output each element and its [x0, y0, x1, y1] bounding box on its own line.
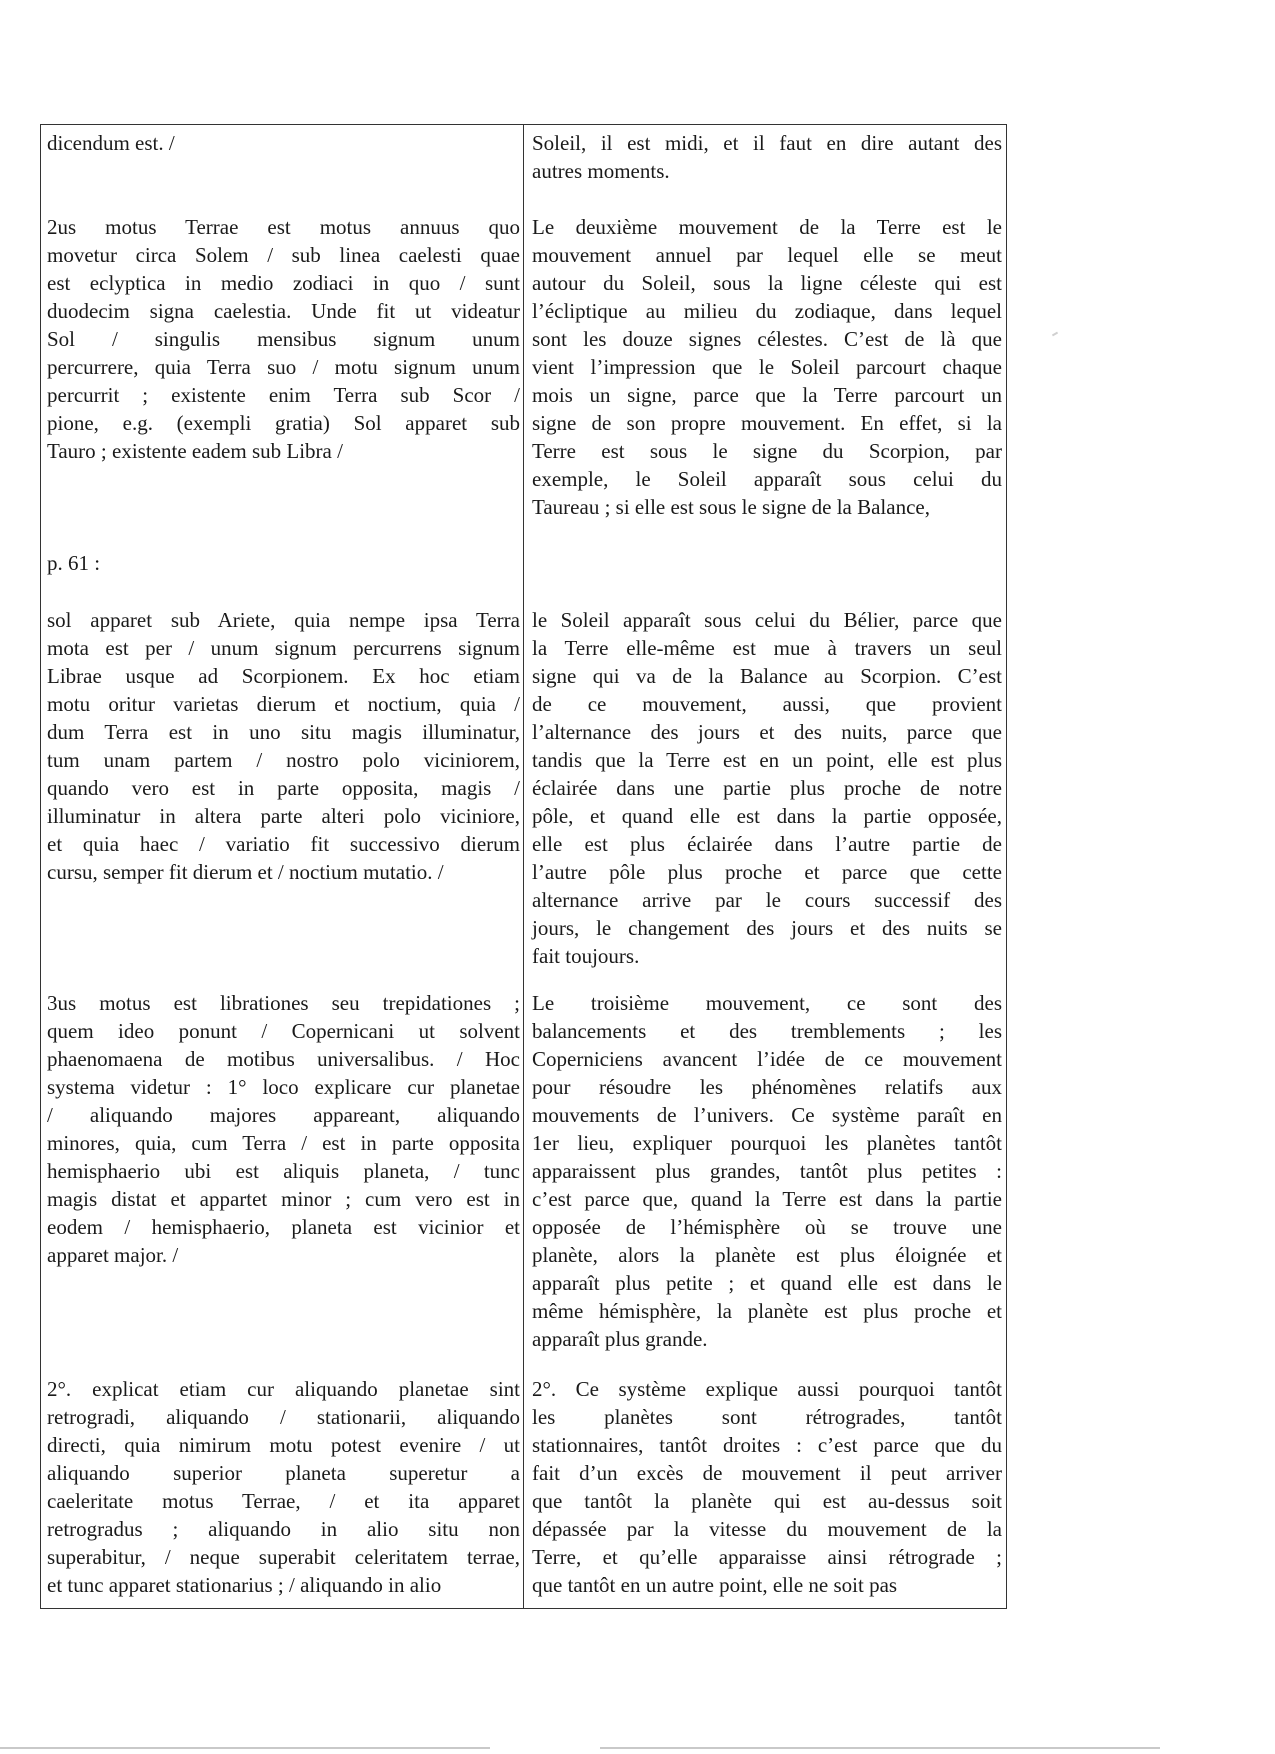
french-text-line: l’autre pôle plus proche et parce que cette	[532, 860, 1002, 884]
french-text-line: la Terre elle-même est mue à travers un seul	[532, 636, 1002, 660]
latin-text-line: percurrit ; existente enim Terra sub Scor /	[47, 383, 520, 407]
latin-text-line: 2°. explicat etiam cur aliquando planetae sint	[47, 1377, 520, 1401]
latin-text-line: Tauro ; existente eadem sub Libra /	[47, 439, 343, 463]
latin-cell	[47, 1375, 520, 1599]
scan-artifact-line	[0, 1747, 490, 1749]
french-cell	[532, 213, 1002, 521]
french-text-line: éclairée dans une partie plus proche de notre	[532, 776, 1002, 800]
french-text-line: tandis que la Terre est en un point, elle est plus	[532, 748, 1002, 772]
latin-text-line: et quia haec / variatio fit successivo dierum	[47, 832, 520, 856]
latin-text-line: quando vero est in parte opposita, magis /	[47, 776, 520, 800]
french-text-line: Le deuxième mouvement de la Terre est le	[532, 215, 1002, 239]
french-text-line: pôle, et quand elle est dans la partie opposée,	[532, 804, 1002, 828]
latin-text-line: magis distat et appartet minor ; cum vero est in	[47, 1187, 520, 1211]
latin-text-line: hemisphaerio ubi est aliquis planeta, / tunc	[47, 1159, 520, 1183]
latin-text-line: / aliquando majores appareant, aliquando	[47, 1103, 520, 1127]
french-cell	[532, 989, 1002, 1353]
scan-speck	[1052, 332, 1058, 337]
french-text-line: 1er lieu, expliquer pourquoi les planètes tantôt	[532, 1131, 1002, 1155]
french-text-line: l’écliptique au milieu du zodiaque, dans lequel	[532, 299, 1002, 323]
latin-text-line: tum unam partem / nostro polo viciniorem,	[47, 748, 520, 772]
latin-text-line: dum Terra est in uno situ magis illuminatur,	[47, 720, 520, 744]
french-text-line: mouvements de l’univers. Ce système paraît en	[532, 1103, 1002, 1127]
french-text-line: de ce mouvement, aussi, que provient	[532, 692, 1002, 716]
latin-text-line: 2us motus Terrae est motus annuus quo	[47, 215, 520, 239]
page-marker-cell	[47, 549, 520, 577]
french-text-line: stationnaires, tantôt droites : c’est parce que du	[532, 1433, 1002, 1457]
column-divider	[523, 125, 524, 1608]
french-text-line: Terre est sous le signe du Scorpion, par	[532, 439, 1002, 463]
french-text-line: elle est plus éclairée dans l’autre partie de	[532, 832, 1002, 856]
latin-cell	[47, 606, 520, 886]
french-text-line: Coperniciens avancent l’idée de ce mouvement	[532, 1047, 1002, 1071]
french-text-line: les planètes sont rétrogrades, tantôt	[532, 1405, 1002, 1429]
french-text-line: Soleil, il est midi, et il faut en dire autant des	[532, 131, 1002, 155]
french-text-line: vient l’impression que le Soleil parcourt chaque	[532, 355, 1002, 379]
french-cell	[532, 129, 1002, 185]
translation-table	[40, 124, 1007, 1609]
latin-text-line: minores, quia, cum Terra / est in parte opposita	[47, 1131, 520, 1155]
french-text-line: Terre, et qu’elle apparaisse ainsi rétrograde ;	[532, 1545, 1002, 1569]
latin-text-line: est eclyptica in medio zodiaci in quo / sunt	[47, 271, 520, 295]
french-cell	[532, 606, 1002, 970]
french-text-line: apparaît plus grande.	[532, 1327, 708, 1351]
french-text-line: opposée de l’hémisphère où se trouve une	[532, 1215, 1002, 1239]
latin-text-line: dicendum est. /	[47, 131, 175, 155]
french-text-line: pour résoudre les phénomènes relatifs aux	[532, 1075, 1002, 1099]
latin-cell	[47, 213, 520, 465]
french-text-line: dépassée par la vitesse du mouvement de la	[532, 1517, 1002, 1541]
french-text-line: mois un signe, parce que la Terre parcourt un	[532, 383, 1002, 407]
french-text-line: Le troisième mouvement, ce sont des	[532, 991, 1002, 1015]
french-text-line: fait toujours.	[532, 944, 640, 968]
latin-text-line: aliquando superior planeta superetur a	[47, 1461, 520, 1485]
latin-text-line: retrogradi, aliquando / stationarii, aliquando	[47, 1405, 520, 1429]
french-text-line: planète, alors la planète est plus éloignée et	[532, 1243, 1002, 1267]
french-text-line: sont les douze signes célestes. C’est de là que	[532, 327, 1002, 351]
latin-text-line: sol apparet sub Ariete, quia nempe ipsa Terra	[47, 608, 520, 632]
latin-text-line: caeleritate motus Terrae, / et ita apparet	[47, 1489, 520, 1513]
french-text-line: autour du Soleil, sous la ligne céleste qui est	[532, 271, 1002, 295]
french-text-line: même hémisphère, la planète est plus proche et	[532, 1299, 1002, 1323]
french-text-line: signe de son propre mouvement. En effet, si la	[532, 411, 1002, 435]
latin-text-line: percurrere, quia Terra suo / motu signum unum	[47, 355, 520, 379]
latin-text-line: p. 61 :	[47, 551, 101, 575]
latin-text-line: illuminatur in altera parte alteri polo viciniore,	[47, 804, 520, 828]
french-text-line: que tantôt la planète qui est au-dessus soit	[532, 1489, 1002, 1513]
french-text-line: apparaît plus petite ; et quand elle est dans le	[532, 1271, 1002, 1295]
french-text-line: alternance arrive par le cours successif des	[532, 888, 1002, 912]
french-text-line: fait d’un excès de mouvement il peut arriver	[532, 1461, 1002, 1485]
latin-text-line: Sol / singulis mensibus signum unum	[47, 327, 520, 351]
french-text-line: que tantôt en un autre point, elle ne soit pas	[532, 1573, 898, 1597]
french-text-line: c’est parce que, quand la Terre est dans la partie	[532, 1187, 1002, 1211]
scan-artifact-line	[600, 1747, 1160, 1749]
latin-text-line: motu oritur varietas dierum et noctium, quia /	[47, 692, 520, 716]
latin-text-line: 3us motus est librationes seu trepidationes ;	[47, 991, 520, 1015]
latin-text-line: movetur circa Solem / sub linea caelesti quae	[47, 243, 520, 267]
latin-cell	[47, 989, 520, 1269]
french-text-line: l’alternance des jours et des nuits, parce que	[532, 720, 1002, 744]
latin-text-line: Librae usque ad Scorpionem. Ex hoc etiam	[47, 664, 520, 688]
latin-text-line: directi, quia nimirum motu potest evenire / ut	[47, 1433, 520, 1457]
latin-text-line: pione, e.g. (exempli gratia) Sol apparet sub	[47, 411, 520, 435]
french-cell	[532, 1375, 1002, 1599]
french-text-line: le Soleil apparaît sous celui du Bélier, parce que	[532, 608, 1002, 632]
latin-text-line: duodecim signa caelestia. Unde fit ut videatur	[47, 299, 520, 323]
latin-text-line: mota est per / unum signum percurrens signum	[47, 636, 520, 660]
french-text-line: exemple, le Soleil apparaît sous celui du	[532, 467, 1002, 491]
latin-text-line: superabitur, / neque superabit celeritatem terrae,	[47, 1545, 520, 1569]
french-text-line: autres moments.	[532, 159, 670, 183]
french-text-line: 2°. Ce système explique aussi pourquoi tantôt	[532, 1377, 1002, 1401]
french-text-line: signe qui va de la Balance au Scorpion. C’est	[532, 664, 1002, 688]
french-text-line: apparaissent plus grandes, tantôt plus petites :	[532, 1159, 1002, 1183]
latin-cell	[47, 129, 520, 157]
latin-text-line: systema videtur : 1° loco explicare cur planetae	[47, 1075, 520, 1099]
french-text-line: balancements et des tremblements ; les	[532, 1019, 1002, 1043]
latin-text-line: retrogradus ; aliquando in alio situ non	[47, 1517, 520, 1541]
french-text-line: jours, le changement des jours et des nuits se	[532, 916, 1002, 940]
french-text-line: Taureau ; si elle est sous le signe de la Balance,	[532, 495, 930, 519]
latin-text-line: cursu, semper fit dierum et / noctium mutatio. /	[47, 860, 444, 884]
latin-text-line: eodem / hemisphaerio, planeta est vicinior et	[47, 1215, 520, 1239]
latin-text-line: apparet major. /	[47, 1243, 179, 1267]
latin-text-line: phaenomaena de motibus universalibus. / Hoc	[47, 1047, 520, 1071]
latin-text-line: et tunc apparet stationarius ; / aliquando in alio	[47, 1573, 442, 1597]
latin-text-line: quem ideo ponunt / Copernicani ut solvent	[47, 1019, 520, 1043]
french-text-line: mouvement annuel par lequel elle se meut	[532, 243, 1002, 267]
